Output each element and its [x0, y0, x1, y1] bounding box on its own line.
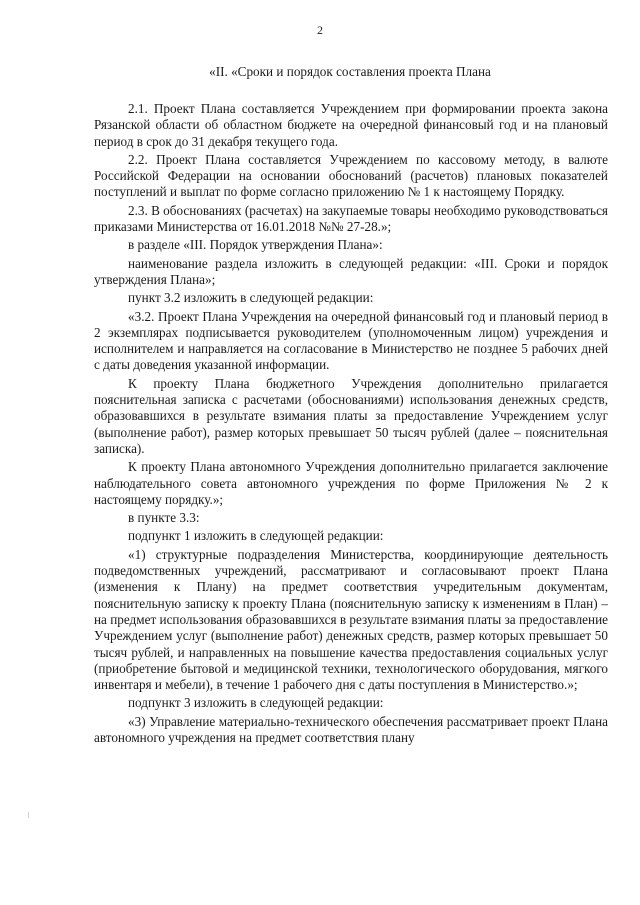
- paragraph-point-3-2-intro: пункт 3.2 изложить в следующей редакции:: [128, 290, 374, 306]
- paragraph-autonomous-note: К проекту Плана автономного Учреждения дополнительно прилагается заключение наблюдательного совета автономного учреждения по форме Приложения № 2 к настоящему порядку.»;: [94, 459, 608, 507]
- paragraph-3-2: «3.2. Проект Плана Учреждения на очередной финансовый год и плановый период в 2 экземплярах подписывается руководителем (уполномоченным лицом) учреждения и исполнителем и направляется на согласование в Министерство не позднее 5 рабочих дней с даты доведения указанной информации.: [94, 308, 608, 373]
- paragraph-2-2: 2.2. Проект Плана составляется Учреждением по кассовому методу, в валюте Российской Федерации на основании обоснований (расчетов) плановых показателей поступлений и выплат по форме согласно приложению № 1 к настоящему Порядку.: [94, 151, 608, 200]
- paragraph-point-3-3: в пункте 3.3:: [128, 510, 200, 526]
- paragraph-subpoint-1: «1) структурные подразделения Министерства, координирующие деятельность подведомственных учреждений, рассматривают и согласовывают проект Плана (изменения к Плану) на предмет соответствия учредительным документам, пояснительную записку к проекту Плана (пояснительную записку к изменениям в План) – на предмет использования образовавшихся в результате взимания платы за предоставление Учреждением услуг (выполнение работ) денежных средств, размер которых превышает 50 тысяч рублей, и направленных на повышение качества предоставления социальных услуг (приобретение бытовой и медицинской техники, технологического оборудования, мягкого инвентаря и мебели), в течение 1 рабочего дня с даты поступления в Министерство.»;: [94, 546, 608, 693]
- paragraph-budget-note: К проекту Плана бюджетного Учреждения дополнительно прилагается пояснительная записка с расчетами (обоснованиями) использования денежных средств, образовавшихся в результате взимания платы за предоставление Учреждением услуг (выполнение работ), размер которых превышает 50 тысяч рублей (далее – пояснительная записка).: [94, 375, 608, 456]
- paragraph-section-title: наименование раздела изложить в следующей редакции: «III. Сроки и порядок утверждения Плана»;: [94, 255, 608, 287]
- paragraph-subpoint-1-intro: подпункт 1 изложить в следующей редакции:: [128, 528, 384, 544]
- paragraph-2-1: 2.1. Проект Плана составляется Учреждением при формировании проекта закона Рязанской области об областном бюджете на очередной финансовый год и на плановый период в срок до 31 декабря текущего года.: [94, 101, 608, 149]
- paragraph-section-iii: в разделе «III. Порядок утверждения Плана»:: [128, 237, 383, 253]
- scan-artifact: [28, 812, 32, 818]
- section-heading: «II. «Сроки и порядок составления проекта Плана: [209, 64, 491, 79]
- paragraph-subpoint-3-intro: подпункт 3 изложить в следующей редакции:: [128, 695, 384, 711]
- paragraph-subpoint-3: «3) Управление материально-технического обеспечения рассматривает проект Плана автономного учреждения на предмет соответствия плану: [94, 713, 608, 745]
- document-body: [94, 101, 608, 748]
- paragraph-2-3: 2.3. В обоснованиях (расчетах) на закупаемые товары необходимо руководствоваться приказами Министерства от 16.01.2018 №№ 27-28.»;: [94, 202, 608, 235]
- page-number: 2: [317, 23, 323, 37]
